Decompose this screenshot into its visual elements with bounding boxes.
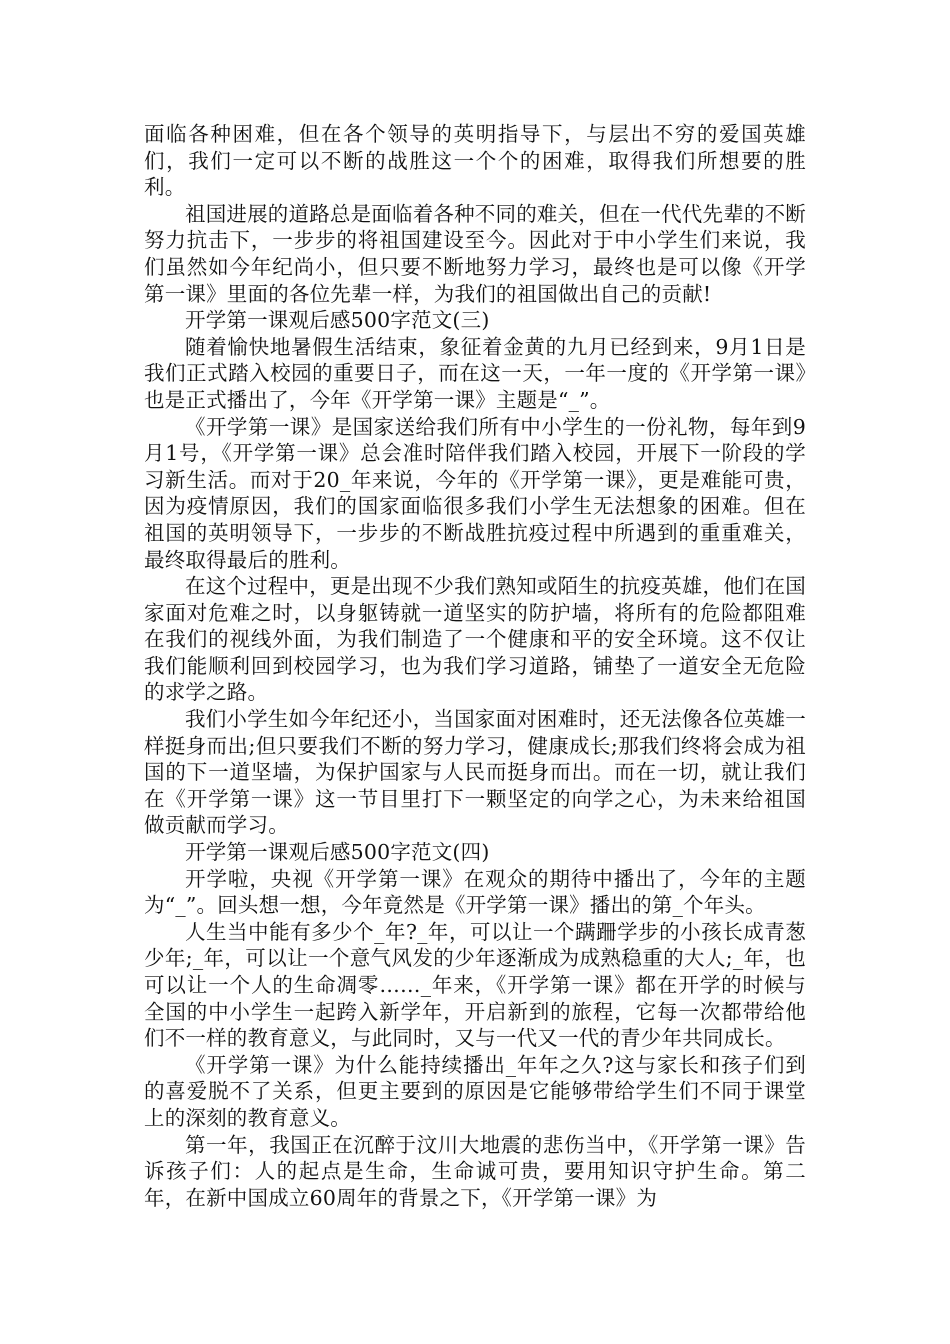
paragraph-1: 面临各种困难，但在各个领导的英明指导下，与层出不穷的爱国英雄们，我们一定可以不断的战胜这一个个的困难，取得我们所想要的胜利。 [144,122,806,200]
section-heading-3: 开学第一课观后感500字范文(三) [185,308,490,333]
paragraph-3: 随着愉快地暑假生活结束，象征着金黄的九月已经到来，9月1日是我们正式踏入校园的重要日子，而在这一天，一年一度的《开学第一课》也是正式播出了，今年《开学第一课》主题是“_”。 [144,334,806,412]
paragraph-2: 祖国进展的道路总是面临着各种不同的难关，但在一代代先辈的不断努力抗击下，一步步的将祖国建设至今。因此对于中小学生们来说，我们虽然如今年纪尚小，但只要不断地努力学习，最终也是可以像《开学第一课》里面的各位先辈一样，为我们的祖国做出自己的贡献! [144,201,806,306]
paragraph-9: 《开学第一课》为什么能持续播出_年年之久?这与家长和孩子们到的喜爱脱不了关系，但更主要到的原因是它能够带给学生们不同于课堂上的深刻的教育意义。 [144,1052,806,1130]
paragraph-10: 第一年，我国正在沉醉于汶川大地震的悲伤当中，《开学第一课》告诉孩子们：人的起点是生命，生命诚可贵，要用知识守护生命。第二年，在新中国成立60周年的背景之下，《开学第一课》为 [144,1132,806,1210]
paragraph-8: 人生当中能有多少个_年?_年，可以让一个蹒跚学步的小孩长成青葱少年;_年，可以让一个意气风发的少年逐渐成为成熟稳重的大人;_年，也可以让一个人的生命凋零……_年来，《开学第一课》都在开学的时候与全国的中小学生一起跨入新学年，开启新到的旅程，它每一次都带给他们不一样的教育意义，与此同时，又与一代又一代的青少年共同成长。 [144,919,806,1051]
paragraph-6: 我们小学生如今年纪还小，当国家面对困难时，还无法像各位英雄一样挺身而出;但只要我们不断的努力学习，健康成长;那我们终将会成为祖国的下一道坚墙，为保护国家与人民而挺身而出。而在一切，就让我们在《开学第一课》这一节目里打下一颗坚定的向学之心，为未来给祖国做贡献而学习。 [144,707,806,838]
paragraph-4: 《开学第一课》是国家送给我们所有中小学生的一份礼物，每年到9月1号，《开学第一课》总会准时陪伴我们踏入校园，开展下一阶段的学习新生活。而对于20_年来说，今年的《开学第一课》，更是难能可贵，因为疫情原因，我们的国家面临很多我们小学生无法想象的困难。但在祖国的英明领导下，一步步的不断战胜抗疫过程中所遇到的重重难关，最终取得最后的胜利。 [144,414,806,572]
section-heading-4: 开学第一课观后感500字范文(四) [185,840,490,865]
paragraph-5: 在这个过程中，更是出现不少我们熟知或陌生的抗疫英雄，他们在国家面对危难之时，以身躯铸就一道坚实的防护墙，将所有的危险都阻难在我们的视线外面，为我们制造了一个健康和平的安全环境。这不仅让我们能顺利回到校园学习，也为我们学习道路，铺垫了一道安全无危险的求学之路。 [144,574,806,705]
paragraph-7: 开学啦，央视《开学第一课》在观众的期待中播出了，今年的主题为“_”。回头想一想，今年竟然是《开学第一课》播出的第_个年头。 [144,866,806,918]
document-body [144,121,806,1211]
